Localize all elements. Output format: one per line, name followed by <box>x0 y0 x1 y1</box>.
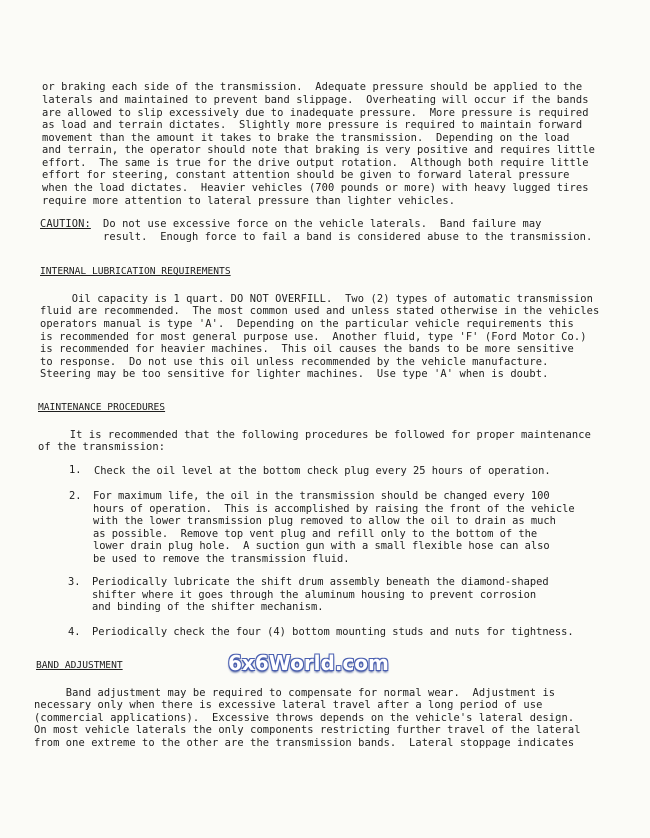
lubrication-heading: INTERNAL LUBRICATION REQUIREMENTS <box>40 266 231 277</box>
item-line: be used to remove the transmission fluid. <box>93 553 350 565</box>
item-line: For maximum life, the oil in the transmission should be changed every 100 <box>93 490 550 502</box>
lubrication-line: Oil capacity is 1 quart. DO NOT OVERFILL. Two (2) types of automatic transmission <box>40 293 593 305</box>
item-number: 4. <box>68 626 81 638</box>
item-line: Periodically lubricate the shift drum assembly beneath the diamond-shaped <box>92 576 549 588</box>
intro-line: require more attention to lateral pressure than lighter vehicles. <box>42 195 456 207</box>
lubrication-line: is recommended for heavier machines. This oil causes the bands to be more sensitive <box>40 343 574 355</box>
band-line: On most vehicle laterals the only components restricting further travel of the lateral <box>34 724 581 736</box>
item-line: Check the oil level at the bottom check plug every 25 hours of operation. <box>94 465 551 477</box>
intro-line: or braking each side of the transmission. Adequate pressure should be applied to the <box>42 81 583 93</box>
maintenance-intro-line: It is recommended that the following procedures be followed for proper maintenance <box>38 429 591 441</box>
intro-line: are allowed to slip excessively due to inadequate pressure. More pressure is required <box>42 107 589 119</box>
intro-line: effort. The same is true for the drive output rotation. Although both require little <box>42 157 589 169</box>
caution-line: result. Enough force to fail a band is considered abuse to the transmission. <box>103 231 593 243</box>
lubrication-line: is recommended for most general purpose use. Another fluid, type 'F' (Ford Motor Co.) <box>40 331 587 343</box>
item-line: and binding of the shifter mechanism. <box>92 601 324 613</box>
caution-label: CAUTION: <box>40 218 91 230</box>
item-line: Periodically check the four (4) bottom mounting studs and nuts for tightness. <box>92 626 574 638</box>
band-line: necessary only when there is excessive lateral travel after a long period of use <box>34 699 543 711</box>
intro-line: as load and terrain dictates. Slightly more pressure is required to maintain forward <box>42 119 583 131</box>
band-line: (commercial applications). Excessive throws depends on the vehicle's lateral design. <box>34 712 575 724</box>
lubrication-line: fluid are recommended. The most common used and unless stated otherwise in the vehicles <box>40 305 600 317</box>
item-number: 2. <box>69 490 82 502</box>
lubrication-line: operators manual is type 'A'. Depending on the particular vehicle requirements this <box>40 318 574 330</box>
intro-line: laterals and maintained to prevent band slippage. Overheating will occur if the bands <box>42 94 589 106</box>
maintenance-intro-line: of the transmission: <box>38 441 166 453</box>
band-line: from one extreme to the other are the transmission bands. Lateral stoppage indicates <box>34 737 575 749</box>
maintenance-heading: MAINTENANCE PROCEDURES <box>38 402 166 413</box>
lubrication-line: Steering may be too sensitive for lighter machines. Use type 'A' when is doubt. <box>40 368 549 380</box>
item-number: 3. <box>68 576 81 588</box>
band-heading: BAND ADJUSTMENT <box>36 660 123 671</box>
item-line: hours of operation. This is accomplished by raising the front of the vehicle <box>93 503 575 515</box>
item-line: as possible. Remove top vent plug and refill only to the bottom of the <box>93 528 538 540</box>
intro-line: and terrain, the operator should note that braking is very positive and requires little <box>42 144 595 156</box>
watermark-logo: 6x6World.com <box>228 651 389 675</box>
band-line: Band adjustment may be required to compensate for normal wear. Adjustment is <box>34 687 556 699</box>
item-line: lower drain plug hole. A suction gun with a small flexible hose can also <box>93 540 550 552</box>
intro-line: when the load dictates. Heavier vehicles (700 pounds or more) with heavy lugged tires <box>42 182 589 194</box>
item-line: with the lower transmission plug removed to allow the oil to drain as much <box>93 515 556 527</box>
intro-line: effort for steering, constant attention should be given to forward lateral pressure <box>42 169 570 181</box>
item-number: 1. <box>69 464 82 476</box>
caution-line: Do not use excessive force on the vehicle laterals. Band failure may <box>103 218 542 230</box>
lubrication-line: to response. Do not use this oil unless recommended by the vehicle manufacture. <box>40 356 549 368</box>
item-line: shifter where it goes through the aluminum housing to prevent corrosion <box>92 589 537 601</box>
intro-line: movement than the amount it takes to brake the transmission. Depending on the load <box>42 132 570 144</box>
